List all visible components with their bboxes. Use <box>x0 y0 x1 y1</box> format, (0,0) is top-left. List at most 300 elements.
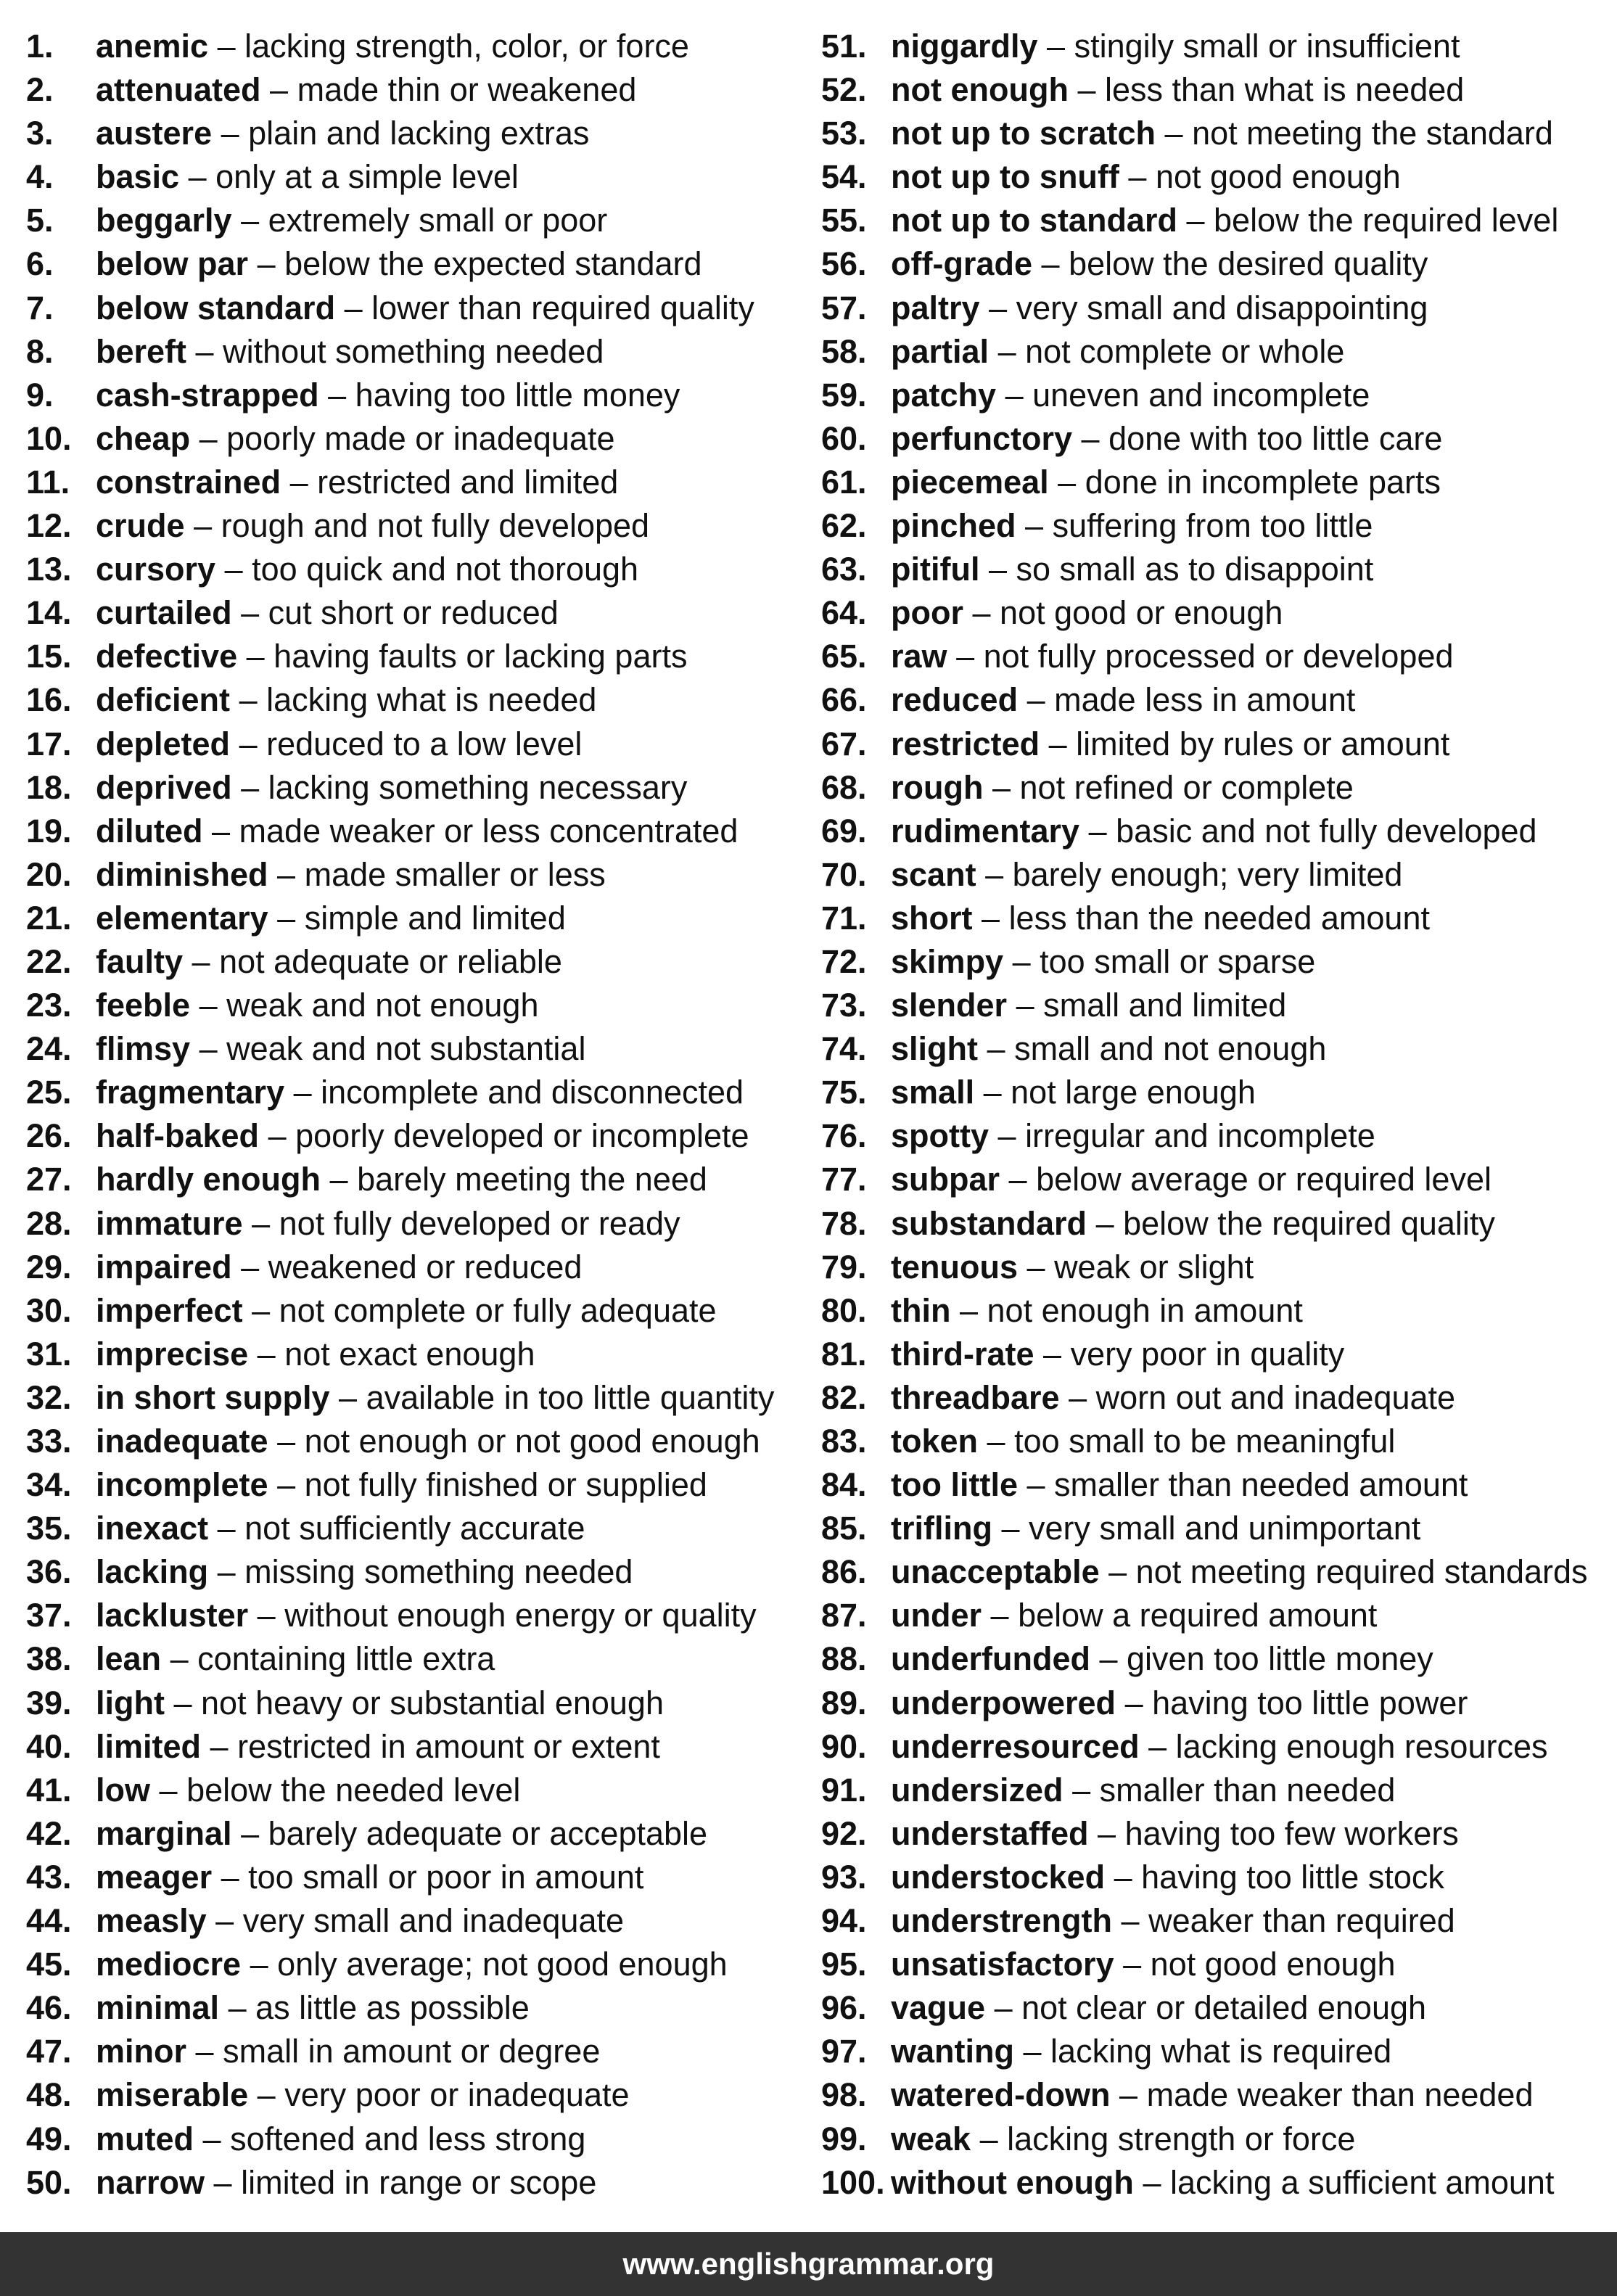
item-separator: – <box>1069 1378 1087 1416</box>
list-item <box>821 68 1605 112</box>
list-item <box>821 155 1605 199</box>
item-number: 23. <box>26 987 72 1024</box>
item-definition: below average or required level <box>1036 1161 1491 1198</box>
item-term: lean <box>96 1640 162 1678</box>
list-item <box>26 766 810 810</box>
item-term: tenuous <box>891 1248 1018 1285</box>
item-number: 25. <box>26 1074 72 1111</box>
item-number: 75. <box>821 1074 867 1111</box>
item-definition: uneven and incomplete <box>1032 376 1370 413</box>
item-term: spotty <box>891 1117 989 1155</box>
item-definition: not exact enough <box>284 1335 535 1373</box>
item-definition: lower than required quality <box>371 289 754 326</box>
item-definition: very small and disappointing <box>1016 289 1428 326</box>
item-term: inadequate <box>96 1423 268 1460</box>
item-separator: – <box>188 158 207 196</box>
item-separator: – <box>277 899 296 937</box>
list-item <box>26 1289 810 1333</box>
item-definition: too small to be meaningful <box>1014 1423 1396 1460</box>
item-separator: – <box>988 551 1008 588</box>
item-term: incomplete <box>96 1466 268 1504</box>
item-term: marginal <box>96 1814 232 1852</box>
item-term: threadbare <box>891 1378 1060 1416</box>
item-number: 29. <box>26 1248 72 1285</box>
item-separator: – <box>1005 376 1024 413</box>
item-definition: weak or slight <box>1054 1248 1254 1285</box>
item-number: 60. <box>821 419 867 457</box>
item-definition: basic and not fully developed <box>1116 812 1537 849</box>
list-item <box>26 1899 810 1943</box>
list-item <box>821 1943 1605 1986</box>
item-separator: – <box>246 638 265 675</box>
list-item <box>26 2073 810 2117</box>
item-definition: not refined or complete <box>1019 768 1354 806</box>
item-definition: without enough energy or quality <box>284 1597 757 1634</box>
item-definition: done in incomplete parts <box>1085 463 1441 501</box>
list-item <box>26 853 810 897</box>
item-separator: – <box>1048 725 1067 762</box>
item-separator: – <box>1025 507 1044 545</box>
item-term: skimpy <box>891 942 1004 980</box>
item-definition: simple and limited <box>304 899 566 937</box>
item-separator: – <box>221 115 239 152</box>
item-number: 58. <box>821 332 867 370</box>
item-number: 12. <box>26 507 72 545</box>
item-number: 37. <box>26 1597 72 1634</box>
item-separator: – <box>1058 463 1077 501</box>
item-separator: – <box>1026 681 1045 719</box>
item-number: 55. <box>821 202 867 239</box>
item-definition: very small and unimportant <box>1029 1510 1421 1547</box>
list-item <box>26 1682 810 1725</box>
item-term: weak <box>891 2120 971 2157</box>
item-term: underresourced <box>891 1727 1140 1765</box>
list-item <box>821 1682 1605 1725</box>
item-number: 27. <box>26 1161 72 1198</box>
item-term: wanting <box>891 2033 1014 2070</box>
item-term: curtailed <box>96 594 232 632</box>
list-item <box>26 287 810 330</box>
item-number: 76. <box>821 1117 867 1155</box>
item-definition: not clear or detailed enough <box>1021 1989 1427 2027</box>
item-separator: – <box>228 1989 247 2027</box>
list-item <box>821 635 1605 678</box>
item-definition: as little as possible <box>255 1989 530 2027</box>
list-item <box>26 330 810 374</box>
item-term: trifling <box>891 1510 992 1547</box>
list-item <box>821 2073 1605 2117</box>
item-definition: not sufficiently accurate <box>244 1510 585 1547</box>
item-number: 59. <box>821 376 867 413</box>
list-item <box>26 1812 810 1856</box>
item-term: paltry <box>891 289 980 326</box>
item-number: 53. <box>821 115 867 152</box>
item-number: 26. <box>26 1117 72 1155</box>
list-item <box>821 766 1605 810</box>
item-term: beggarly <box>96 202 232 239</box>
item-separator: – <box>217 1553 236 1591</box>
item-separator: – <box>257 1597 276 1634</box>
list-item <box>821 1812 1605 1856</box>
list-item <box>26 1333 810 1376</box>
item-term: rough <box>891 768 984 806</box>
item-number: 33. <box>26 1423 72 1460</box>
item-number: 67. <box>821 725 867 762</box>
item-term: understaffed <box>891 1814 1089 1852</box>
item-separator: – <box>215 1902 234 1940</box>
item-separator: – <box>159 1771 178 1809</box>
item-number: 28. <box>26 1204 72 1242</box>
item-term: impaired <box>96 1248 232 1285</box>
item-term: muted <box>96 2120 194 2157</box>
item-definition: smaller than needed <box>1099 1771 1396 1809</box>
item-separator: – <box>210 1727 229 1765</box>
list-item <box>821 1114 1605 1158</box>
item-number: 9. <box>26 376 54 413</box>
list-item <box>821 1899 1605 1943</box>
item-separator: – <box>992 768 1011 806</box>
list-item <box>821 1463 1605 1507</box>
item-term: underfunded <box>891 1640 1090 1678</box>
item-number: 7. <box>26 289 54 326</box>
item-number: 92. <box>821 1814 867 1852</box>
list-item <box>26 112 810 155</box>
item-separator: – <box>202 2120 221 2157</box>
item-separator: – <box>241 202 260 239</box>
item-definition: having too little money <box>355 376 680 413</box>
item-definition: weakened or reduced <box>268 1248 583 1285</box>
item-number: 88. <box>821 1640 867 1678</box>
item-separator: – <box>1023 2033 1042 2070</box>
item-term: undersized <box>891 1771 1063 1809</box>
list-item <box>26 810 810 853</box>
item-separator: – <box>1143 2163 1161 2201</box>
item-term: imperfect <box>96 1291 243 1329</box>
item-definition: missing something needed <box>244 1553 633 1591</box>
item-separator: – <box>257 2076 276 2114</box>
item-separator: – <box>1164 115 1183 152</box>
item-number: 42. <box>26 1814 72 1852</box>
item-definition: not good or enough <box>1000 594 1283 632</box>
item-term: lacking <box>96 1553 209 1591</box>
item-term: cheap <box>96 419 191 457</box>
item-definition: limited by rules or amount <box>1076 725 1450 762</box>
item-number: 49. <box>26 2120 72 2157</box>
item-number: 68. <box>821 768 867 806</box>
list-item <box>821 461 1605 504</box>
item-definition: not enough or not good enough <box>304 1423 760 1460</box>
item-number: 69. <box>821 812 867 849</box>
item-separator: – <box>277 1466 296 1504</box>
item-term: slight <box>891 1030 978 1068</box>
item-definition: too small or poor in amount <box>248 1858 644 1896</box>
item-separator: – <box>1072 1771 1091 1809</box>
item-term: mediocre <box>96 1946 242 1983</box>
item-number: 78. <box>821 1204 867 1242</box>
item-separator: – <box>1186 202 1205 239</box>
item-number: 41. <box>26 1771 72 1809</box>
item-definition: having faults or lacking parts <box>273 638 688 675</box>
list-item <box>26 1114 810 1158</box>
item-definition: without something needed <box>223 332 604 370</box>
item-separator: – <box>277 855 296 893</box>
item-term: understocked <box>891 1858 1106 1896</box>
item-separator: – <box>1043 1335 1062 1373</box>
item-separator: – <box>217 28 236 65</box>
item-definition: barely meeting the need <box>357 1161 707 1198</box>
item-number: 47. <box>26 2033 72 2070</box>
item-separator: – <box>344 289 363 326</box>
item-definition: containing little extra <box>197 1640 495 1678</box>
item-term: subpar <box>891 1161 1000 1198</box>
item-number: 80. <box>821 1291 867 1329</box>
item-separator: – <box>328 376 347 413</box>
list-item <box>821 1769 1605 1812</box>
item-number: 17. <box>26 725 72 762</box>
list-item <box>26 1158 810 1201</box>
item-number: 39. <box>26 1684 72 1721</box>
item-definition: made less in amount <box>1054 681 1356 719</box>
item-number: 61. <box>821 463 867 501</box>
list-item <box>821 330 1605 374</box>
item-separator: – <box>1124 1684 1143 1721</box>
item-number: 36. <box>26 1553 72 1591</box>
item-number: 48. <box>26 2076 72 2114</box>
item-separator: – <box>241 1814 260 1852</box>
item-term: austere <box>96 115 213 152</box>
item-definition: stingily small or insufficient <box>1074 28 1460 65</box>
list-item <box>26 2161 810 2205</box>
item-separator: – <box>257 1335 276 1373</box>
item-term: limited <box>96 1727 202 1765</box>
item-number: 15. <box>26 638 72 675</box>
item-separator: – <box>268 1117 287 1155</box>
item-number: 96. <box>821 1989 867 2027</box>
list-item <box>821 723 1605 766</box>
item-term: partial <box>891 332 989 370</box>
list-item <box>821 1550 1605 1594</box>
item-term: faulty <box>96 942 184 980</box>
item-definition: having too little stock <box>1141 1858 1444 1896</box>
list-item <box>26 678 810 722</box>
item-number: 1. <box>26 28 54 65</box>
item-number: 77. <box>821 1161 867 1198</box>
list-item <box>821 25 1605 68</box>
item-definition: not meeting the standard <box>1192 115 1553 152</box>
item-number: 72. <box>821 942 867 980</box>
item-separator: – <box>270 71 289 109</box>
item-separator: – <box>289 463 308 501</box>
item-definition: small in amount or degree <box>223 2033 601 2070</box>
item-number: 44. <box>26 1902 72 1940</box>
item-term: small <box>891 1074 975 1111</box>
item-number: 93. <box>821 1858 867 1896</box>
item-term: measly <box>96 1902 207 1940</box>
item-separator: – <box>192 942 210 980</box>
item-separator: – <box>1123 1946 1142 1983</box>
item-number: 13. <box>26 551 72 588</box>
item-term: meager <box>96 1858 213 1896</box>
item-separator: – <box>959 1291 979 1329</box>
item-definition: not good enough <box>1155 158 1401 196</box>
item-term: light <box>96 1684 165 1721</box>
item-definition: barely enough; very limited <box>1012 855 1403 893</box>
item-separator: – <box>250 1946 268 1983</box>
item-number: 20. <box>26 855 72 893</box>
item-term: pinched <box>891 507 1016 545</box>
list-item <box>26 897 810 940</box>
list-item <box>821 548 1605 591</box>
item-definition: extremely small or poor <box>268 202 608 239</box>
item-term: pitiful <box>891 551 980 588</box>
item-term: cash-strapped <box>96 376 319 413</box>
item-term: constrained <box>96 463 281 501</box>
item-definition: lacking enough resources <box>1175 1727 1548 1765</box>
list-item <box>26 1637 810 1681</box>
item-term: without enough <box>891 2163 1134 2201</box>
list-item <box>821 1856 1605 1899</box>
item-separator: – <box>1088 812 1107 849</box>
list-item <box>821 984 1605 1027</box>
item-number: 19. <box>26 812 72 849</box>
item-number: 84. <box>821 1466 867 1504</box>
item-term: token <box>891 1423 979 1460</box>
item-separator: – <box>277 1423 296 1460</box>
item-term: feeble <box>96 987 191 1024</box>
item-separator: – <box>195 2033 214 2070</box>
item-number: 4. <box>26 158 54 196</box>
item-separator: – <box>1041 245 1060 283</box>
item-term: rudimentary <box>891 812 1080 849</box>
list-item <box>26 591 810 635</box>
item-number: 46. <box>26 1989 72 2027</box>
item-number: 74. <box>821 1030 867 1068</box>
item-definition: rough and not fully developed <box>221 507 650 545</box>
item-separator: – <box>257 245 276 283</box>
item-separator: – <box>989 289 1008 326</box>
list-item <box>26 1071 810 1114</box>
item-separator: – <box>1001 1510 1020 1547</box>
item-separator: – <box>239 725 258 762</box>
footer-url[interactable]: www.englishgrammar.org <box>622 2247 995 2281</box>
item-definition: weak and not substantial <box>226 1030 586 1068</box>
item-definition: not complete or fully adequate <box>279 1291 717 1329</box>
list-item <box>821 1507 1605 1550</box>
item-number: 8. <box>26 332 54 370</box>
item-separator: – <box>241 594 260 632</box>
item-term: hardly enough <box>96 1161 321 1198</box>
list-item <box>26 374 810 417</box>
item-number: 10. <box>26 419 72 457</box>
item-term: too little <box>891 1466 1018 1504</box>
item-number: 24. <box>26 1030 72 1068</box>
item-term: unacceptable <box>891 1553 1100 1591</box>
item-definition: given too little money <box>1127 1640 1433 1678</box>
item-definition: weak and not enough <box>226 987 539 1024</box>
item-definition: not meeting required standards <box>1135 1553 1588 1591</box>
item-separator: – <box>990 1597 1009 1634</box>
list-item <box>26 1856 810 1899</box>
item-separator: – <box>1099 1640 1118 1678</box>
item-definition: cut short or reduced <box>268 594 559 632</box>
item-number: 83. <box>821 1423 867 1460</box>
item-term: off-grade <box>891 245 1032 283</box>
item-term: crude <box>96 507 185 545</box>
item-number: 34. <box>26 1466 72 1504</box>
item-separator: – <box>1148 1727 1167 1765</box>
item-number: 89. <box>821 1684 867 1721</box>
item-separator: – <box>199 1030 218 1068</box>
item-number: 73. <box>821 987 867 1024</box>
list-item <box>821 1986 1605 2030</box>
item-term: elementary <box>96 899 268 937</box>
item-definition: only at a simple level <box>215 158 519 196</box>
item-separator: – <box>194 507 213 545</box>
item-number: 81. <box>821 1335 867 1373</box>
item-definition: smaller than needed amount <box>1054 1466 1468 1504</box>
list-item <box>26 1986 810 2030</box>
item-definition: lacking strength, color, or force <box>244 28 689 65</box>
item-definition: below the required level <box>1214 202 1559 239</box>
list-item <box>821 1594 1605 1637</box>
item-number: 45. <box>26 1946 72 1983</box>
item-definition: so small as to disappoint <box>1016 551 1374 588</box>
item-definition: weaker than required <box>1148 1902 1455 1940</box>
item-separator: – <box>224 551 243 588</box>
word-list-column-left <box>26 25 810 2205</box>
item-number: 91. <box>821 1771 867 1809</box>
list-item <box>26 1769 810 1812</box>
item-definition: small and limited <box>1043 987 1287 1024</box>
list-item <box>26 1507 810 1550</box>
item-separator: – <box>252 1291 271 1329</box>
item-separator: – <box>221 1858 239 1896</box>
item-term: bereft <box>96 332 187 370</box>
list-item <box>26 1463 810 1507</box>
item-number: 65. <box>821 638 867 675</box>
item-definition: not fully developed or ready <box>279 1204 680 1242</box>
item-definition: incomplete and disconnected <box>321 1074 744 1111</box>
item-separator: – <box>1098 1814 1116 1852</box>
item-term: poor <box>891 594 963 632</box>
item-definition: softened and less strong <box>230 2120 586 2157</box>
item-term: patchy <box>891 376 997 413</box>
item-number: 52. <box>821 71 867 109</box>
item-definition: restricted and limited <box>317 463 619 501</box>
item-separator: – <box>170 1640 189 1678</box>
item-term: fragmentary <box>96 1074 285 1111</box>
item-term: under <box>891 1597 982 1634</box>
item-term: imprecise <box>96 1335 249 1373</box>
item-number: 22. <box>26 942 72 980</box>
list-item <box>821 199 1605 242</box>
item-term: reduced <box>891 681 1019 719</box>
item-term: lackluster <box>96 1597 249 1634</box>
item-number: 82. <box>821 1378 867 1416</box>
item-definition: below a required amount <box>1018 1597 1378 1634</box>
list-item <box>26 461 810 504</box>
item-definition: made weaker or less concentrated <box>239 812 738 849</box>
item-definition: suffering from too little <box>1052 507 1373 545</box>
item-definition: irregular and incomplete <box>1025 1117 1375 1155</box>
item-number: 57. <box>821 289 867 326</box>
item-definition: barely adequate or acceptable <box>268 1814 708 1852</box>
item-separator: – <box>987 1030 1005 1068</box>
list-item <box>26 1376 810 1420</box>
item-term: miserable <box>96 2076 249 2114</box>
item-separator: – <box>979 2120 998 2157</box>
item-number: 94. <box>821 1902 867 1940</box>
